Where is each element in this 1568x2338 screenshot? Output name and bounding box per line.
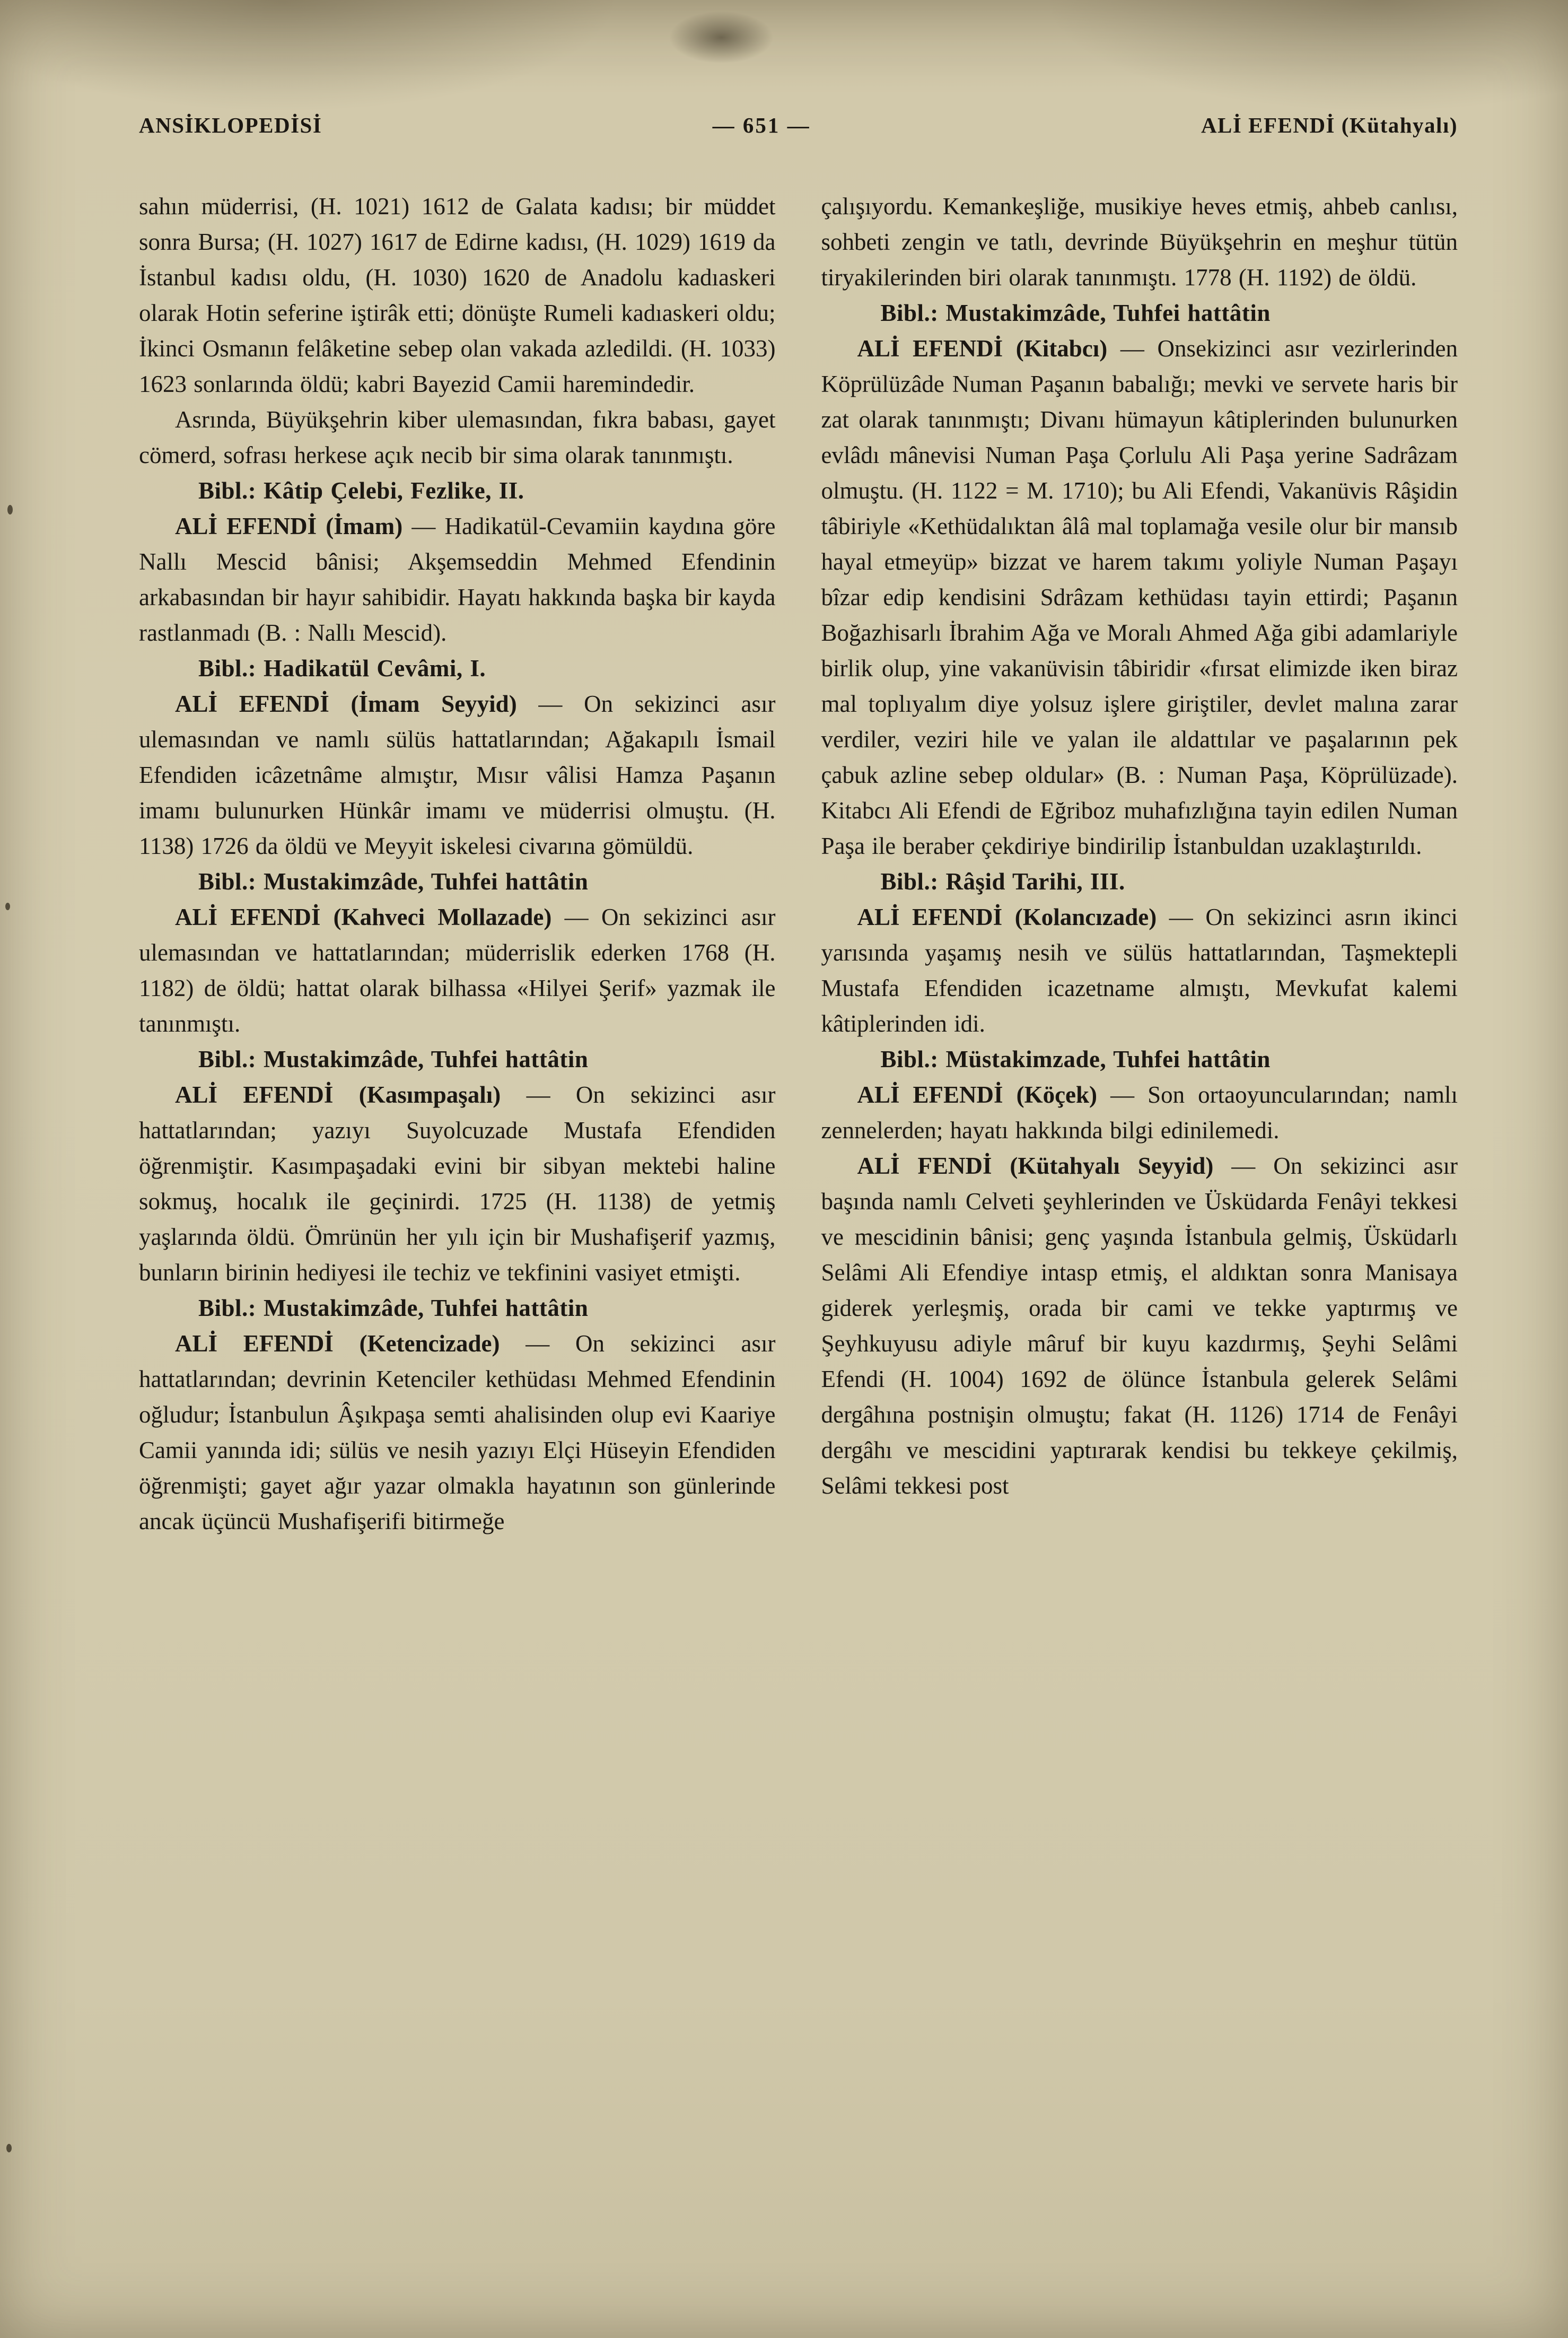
entry-paragraph [821,1148,1458,1504]
entry-heading: ALİ FENDİ (Kütahyalı Seyyid) [857,1153,1214,1179]
entry-heading: ALİ EFENDİ (Kolancızade) [857,904,1157,930]
paragraph [821,189,1458,295]
entry-paragraph [139,1326,776,1539]
bibl-label: Bibl.: [198,868,257,895]
bibliography-line [139,1290,776,1326]
scan-speck [6,2144,12,2152]
entry-heading: ALİ EFENDİ (Ketencizade) [175,1330,500,1357]
paragraph-text: — On sekizinci asır ulemasından ve namlı sülüs hattatlarından; Ağakapılı İsmail Efendiden icâzetnâme almıştır, Mısır vâlisi Hamza Paşanın imamı bulunurken Hünkâr imamı ve müderrisi olmuştu. (H. 1138) 1726 da öldü ve Meyyit iskelesi civarına gömüldü. [139,691,776,859]
entry-paragraph [821,900,1458,1042]
entry-heading: ALİ EFENDİ (Kasımpaşalı) [175,1081,501,1108]
entry-paragraph [139,1077,776,1290]
paragraph-text: — Son ortaoyuncularından; namlı zennelerden; hayatı hakkında bilgi edinilemedi. [821,1081,1458,1144]
paragraph-text: — Hadikatül-Cevamiin kaydına göre Nallı Mescid bânisi; Akşemseddin Mehmed Efendinin arkabasından bir hayır sahibidir. Hayatı hakkında başka bir kayda rastlanmadı (B. : Nallı Mescid). [139,513,776,646]
bibl-label: Bibl.: [198,655,257,682]
left-column [139,189,776,1539]
bibl-text: Mustakimzâde, Tuhfei hattâtin [938,300,1271,326]
bibl-text: Hadikatül Cevâmi, I. [256,655,486,682]
paragraph-text: — On sekizinci asrın ikinci yarısında yaşamış nesih ve sülüs hattatlarından, Taşmektepli Mustafa Efendiden icazetname almıştı, Mevkufat kalemi kâtiplerinden idi. [821,904,1458,1037]
paragraph-text: çalışıyordu. Kemankeşliğe, musikiye heves etmiş, ahbeb canlısı, sohbeti zengin ve tatlı, devrinde Büyükşehrin en meşhur tütün tiryakilerinden biri olarak tanınmıştı. 1778 (H. 1192) de öldü. [821,193,1458,291]
paragraph [139,189,776,402]
bibl-text: Râşid Tarihi, III. [938,868,1125,895]
bibliography-line [139,1042,776,1077]
entry-heading: ALİ EFENDİ (İmam Seyyid) [175,691,517,717]
entry-paragraph [139,900,776,1042]
bibl-label: Bibl.: [198,477,257,504]
entry-heading: ALİ EFENDİ (Köçek) [857,1081,1098,1108]
paragraph-text: — On sekizinci asır hattatlarından; yazıyı Suyolcuzade Mustafa Efendiden öğrenmiştir. Kasımpaşadaki evini bir sibyan mektebi haline sokmuş, hocalık ile geçinirdi. 1725 (H. 1138) de yetmiş yaşlarında öldü. Ömrünün her yılı için bir Mushafişerif yazmış, bunların birinin hediyesi ile techiz ve tekfinini vasiyet etmişti. [139,1081,776,1286]
page-header [139,112,1458,138]
text-columns [139,189,1458,1539]
paragraph-text: — On sekizinci asır hattatlarından; devrinin Ketenciler kethüdası Mehmed Efendinin oğludur; İstanbulun Âşıkpaşa semti ahalisinden olup evi Kaariye Camii yanında idi; sülüs ve nesih yazıyı Elçi Hüseyin Efendiden öğrenmişti; gayet ağır yazar olmakla hayatının son günlerinde ancak üçüncü Mushafişerifi bitirmeğe [139,1330,776,1534]
bibl-label: Bibl.: [880,868,939,895]
paragraph [139,402,776,473]
bibliography-line [821,295,1458,331]
entry-heading: ALİ EFENDİ (Kitabcı) [857,335,1108,362]
paragraph-text: Asrında, Büyükşehrin kiber ulemasından, fıkra babası, gayet cömerd, sofrası herkese açık necib bir sima olarak tanınmıştı. [139,406,776,468]
header-book-title: ANSİKLOPEDİSİ [139,113,322,137]
entry-paragraph [139,686,776,864]
scan-speck [7,505,13,514]
bibl-label: Bibl.: [880,300,939,326]
scan-speck [5,903,10,910]
header-entry-title: ALİ EFENDİ (Kütahyalı) [1201,113,1458,137]
bibliography-line [139,651,776,686]
bibl-label: Bibl.: [198,1295,257,1321]
bibl-text: Müstakimzade, Tuhfei hattâtin [938,1046,1271,1072]
bibl-label: Bibl.: [880,1046,939,1072]
bibliography-line [821,1042,1458,1077]
bibl-text: Mustakimzâde, Tuhfei hattâtin [256,868,589,895]
bibliography-line [821,864,1458,900]
entry-heading: ALİ EFENDİ (İmam) [175,513,403,539]
entry-heading: ALİ EFENDİ (Kahveci Mollazade) [175,904,552,930]
paragraph-text: — On sekizinci asır ulemasından ve hattatlarından; müderrislik ederken 1768 (H. 1182) de öldü; hattat olarak bilhassa «Hilyei Şerif» yazmak ile tanınmıştı. [139,904,776,1037]
bibliography-line [139,864,776,900]
bibl-text: Mustakimzâde, Tuhfei hattâtin [256,1046,589,1072]
entry-paragraph [821,331,1458,864]
paragraph-text: — On sekizinci asır başında namlı Celveti şeyhlerinden ve Üsküdarda Fenâyi tekkesi ve mescidinin bânisi; genç yaşında İstanbula gelmiş, Üsküdarlı Selâmi Ali Efendiye intasp etmiş, el aldıktan sonra Manisaya giderek yerleşmiş, orada bir cami ve tekke yaptırmış ve Şeyhkuyusu adiyle mâruf bir kuyu kazdırmış, Şeyhi Selâmi Efendi (H. 1004) 1692 de ölünce İstanbula gelerek Selâmi dergâhına postnişin olmuştu; fakat (H. 1126) 1714 de Fenâyi dergâhı ve mescidini yaptırarak kendisi bu tekkeye çekilmiş, Selâmi tekkesi post [821,1153,1458,1499]
bibl-label: Bibl.: [198,1046,257,1072]
paragraph-text: sahın müderrisi, (H. 1021) 1612 de Galata kadısı; bir müddet sonra Bursa; (H. 1027) 1617 de Edirne kadısı, (H. 1029) 1619 da İstanbul kadısı oldu, (H. 1030) 1620 de Anadolu kadıaskeri olarak Hotin seferine iştirâk etti; dönüşte Rumeli kadıaskeri oldu; İkinci Osmanın felâketine sebep olan vakada azledildi. (H. 1033) 1623 sonlarında öldü; kabri Bayezid Camii haremindedir. [139,193,776,397]
entry-paragraph [821,1077,1458,1148]
bibliography-line [139,473,776,509]
bibl-text: Kâtip Çelebi, Fezlike, II. [256,477,524,504]
entry-paragraph [139,509,776,651]
right-column [821,189,1458,1539]
page-number: — 651 — [712,113,811,137]
paragraph-text: — Onsekizinci asır vezirlerinden Köprülüzâde Numan Paşanın babalığı; mevki ve servete haris bir zat olarak tanınmıştı; Divanı hümayun kâtiplerinden bulunurken evlâdı mânevisi Numan Paşa Çorlulu Ali Paşa yerine Sadrâzam olmuştu. (H. 1122 = M. 1710); bu Ali Efendi, Vakanüvis Râşidin tâbiriyle «Kethüdalıktan âlâ mal toplamağa vesile olur bir mansıb hayal etmeyüp» bizzat ve harem takımı yoliyle Numan Paşayı bîzar edip kendisini Sdrâzam kethüdası tayin ettirdi; Paşanın Boğazhisarlı İbrahim Ağa ve Moralı Ahmed Ağa gibi adamlariyle birlik olup, yine vakanüvisin tâbiridir «fırsat elimizde iken biraz mal toplıyalım diye yolsuz işlere giriştiler, devlet malına zarar verdiler, veziri hile ve yalan ile aldattılar ve paşalarının pek çabuk azline sebep oldular» (B. : Numan Paşa, Köprülüzade). Kitabcı Ali Efendi de Eğriboz muhafızlığına tayin edilen Numan Paşa ile beraber çekdiriye bindirilip İstanbuldan uzaklaştırıldı. [821,335,1458,859]
bibl-text: Mustakimzâde, Tuhfei hattâtin [256,1295,589,1321]
